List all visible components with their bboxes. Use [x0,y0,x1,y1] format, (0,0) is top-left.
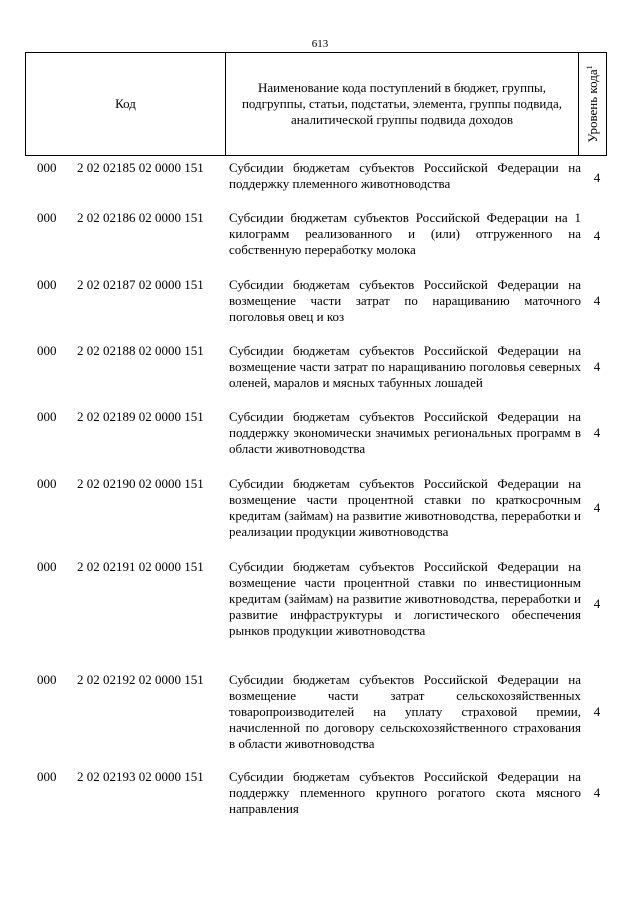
row-name: Субсидии бюджетам субъектов Российской Федерации на возмещение части затрат по наращиванию маточного поголовья овец и коз [229,277,581,324]
row-code: 2 02 02193 02 0000 151 [77,769,204,784]
row-name: Субсидии бюджетам субъектов Российской Федерации на возмещение части процентной ставки по краткосрочным кредитам (займам) на развитие животноводства, переработки и реализации продукции животноводства [229,476,581,539]
table-header [25,52,607,156]
row-prefix: 000 [37,160,57,175]
row-name: Субсидии бюджетам субъектов Российской Федерации на поддержку племенного животноводства [229,160,581,191]
header-code: Код [26,53,226,155]
row-name: Субсидии бюджетам субъектов Российской Федерации на поддержку экономически значимых региональных программ в области животноводства [229,409,581,456]
header-level-cell [579,53,606,155]
page-number: 613 [311,38,329,50]
row-prefix: 000 [37,769,57,784]
row-level: 4 [593,596,601,611]
row-prefix: 000 [37,559,57,574]
row-name: Субсидии бюджетам субъектов Российской Федерации на 1 килограмм реализованного и (или) отгруженного на собственную переработку молока [229,210,581,257]
row-prefix: 000 [37,476,57,491]
row-code: 2 02 02187 02 0000 151 [77,277,204,292]
row-prefix: 000 [37,409,57,424]
header-name: Наименование кода поступлений в бюджет, группы, подгруппы, статьи, подстатьи, элемента, группы подвида, аналитической группы подвида доходов [226,53,579,155]
row-level: 4 [593,228,601,243]
row-code: 2 02 02186 02 0000 151 [77,210,204,225]
row-name: Субсидии бюджетам субъектов Российской Федерации на возмещение части затрат сельскохозяйственных товаропроизводителей на уплату страховой премии, начисленной по договору сельскохозяйственного страхования в области животноводства [229,672,581,751]
row-code: 2 02 02190 02 0000 151 [77,476,204,491]
row-level: 4 [593,359,601,374]
row-name: Субсидии бюджетам субъектов Российской Федерации на поддержку племенного крупного рогатого скота мясного направления [229,769,581,816]
row-level: 4 [593,704,601,719]
row-prefix: 000 [37,277,57,292]
row-code: 2 02 02188 02 0000 151 [77,343,204,358]
row-level: 4 [593,500,601,515]
row-code: 2 02 02189 02 0000 151 [77,409,204,424]
header-level [584,65,600,142]
header-level-label: Уровень кода [584,69,600,143]
row-level: 4 [593,785,601,800]
row-prefix: 000 [37,210,57,225]
row-prefix: 000 [37,343,57,358]
header-level-footnote: 1 [584,65,594,70]
row-level: 4 [593,293,601,308]
row-level: 4 [593,170,601,185]
row-prefix: 000 [37,672,57,687]
row-level: 4 [593,425,601,440]
row-code: 2 02 02191 02 0000 151 [77,559,204,574]
row-name: Субсидии бюджетам субъектов Российской Федерации на возмещение части затрат по наращиванию поголовья северных оленей, маралов и мясных табунных лошадей [229,343,581,390]
row-code: 2 02 02185 02 0000 151 [77,160,204,175]
row-code: 2 02 02192 02 0000 151 [77,672,204,687]
row-name: Субсидии бюджетам субъектов Российской Федерации на возмещение части процентной ставки по инвестиционным кредитам (займам) на развитие животноводства, переработки и развитие инфраструктуры и логистического обеспечения рынков продукции животноводства [229,559,581,638]
